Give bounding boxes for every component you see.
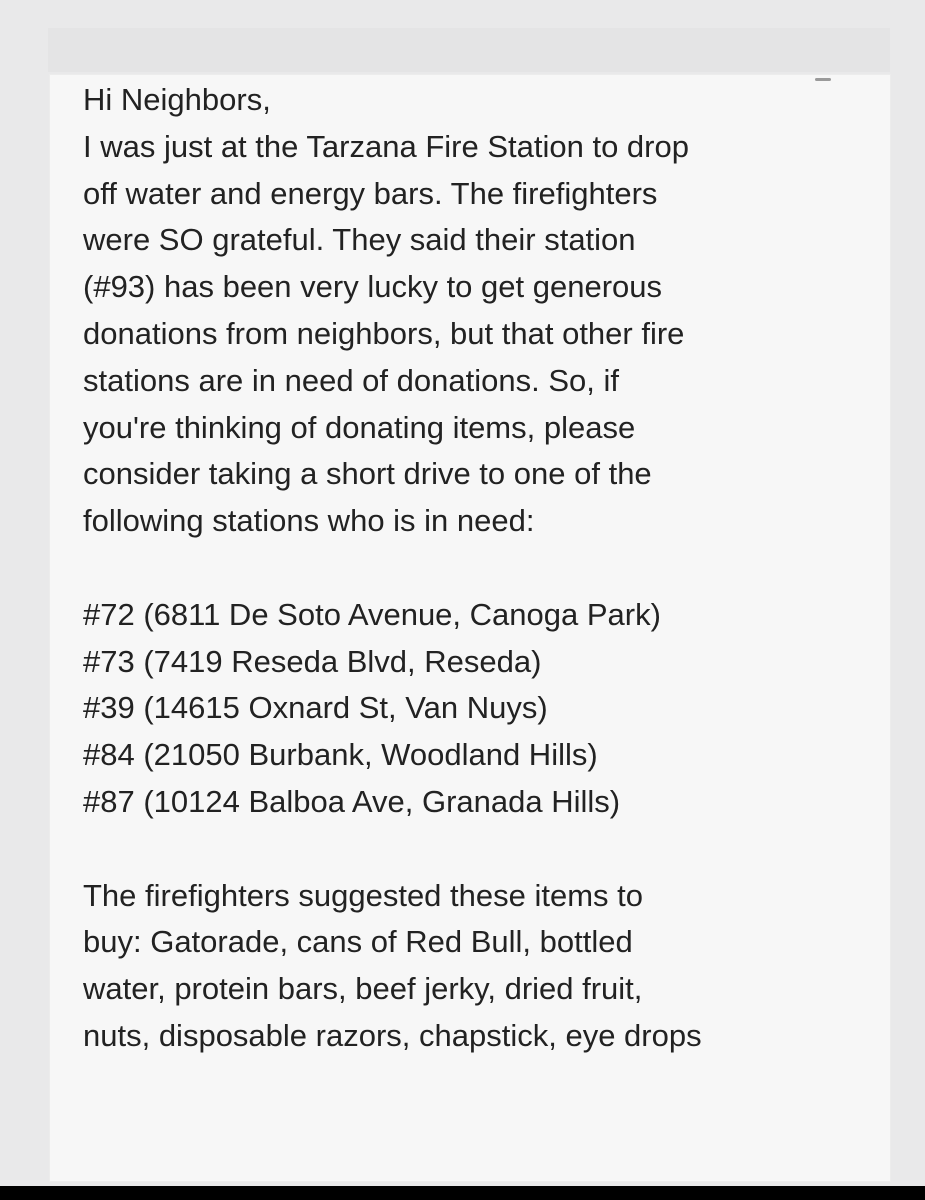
suggestion-line: The firefighters suggested these items to: [83, 877, 644, 913]
station-list-item: #72 (6811 De Soto Avenue, Canoga Park): [83, 596, 661, 632]
suggestion-line: water, protein bars, beef jerky, dried fruit,: [83, 971, 643, 1007]
paragraph-line: donations from neighbors, but that other fire: [83, 315, 685, 351]
paragraph-spacer: [83, 826, 883, 873]
suggestion-line: nuts, disposable razors, chapstick, eye drops: [83, 1017, 702, 1053]
paragraph-line: I was just at the Tarzana Fire Station to drop: [83, 128, 689, 164]
message-body: [83, 77, 883, 1060]
paragraph-line: consider taking a short drive to one of the: [83, 456, 652, 492]
paragraph-line: off water and energy bars. The firefighters: [83, 175, 658, 211]
paragraph-line: (#93) has been very lucky to get generous: [83, 269, 663, 305]
greeting-text: Hi Neighbors,: [83, 82, 271, 117]
station-list-item: #84 (21050 Burbank, Woodland Hills): [83, 737, 598, 773]
paragraph-line: following stations who is in need:: [83, 503, 535, 539]
bottom-black-bar: [0, 1186, 925, 1200]
station-list-item: #39 (14615 Oxnard St, Van Nuys): [83, 690, 548, 726]
station-list-item: #87 (10124 Balboa Ave, Granada Hills): [83, 783, 621, 819]
top-shadow: [48, 28, 890, 72]
paragraph-line: were SO grateful. They said their station: [83, 222, 636, 258]
paragraph-spacer: [83, 545, 883, 592]
station-list-item: #73 (7419 Reseda Blvd, Reseda): [83, 643, 542, 679]
suggestion-line: buy: Gatorade, cans of Red Bull, bottled: [83, 924, 633, 960]
paragraph-line: you're thinking of donating items, please: [83, 409, 636, 445]
paragraph-line: stations are in need of donations. So, if: [83, 362, 619, 398]
